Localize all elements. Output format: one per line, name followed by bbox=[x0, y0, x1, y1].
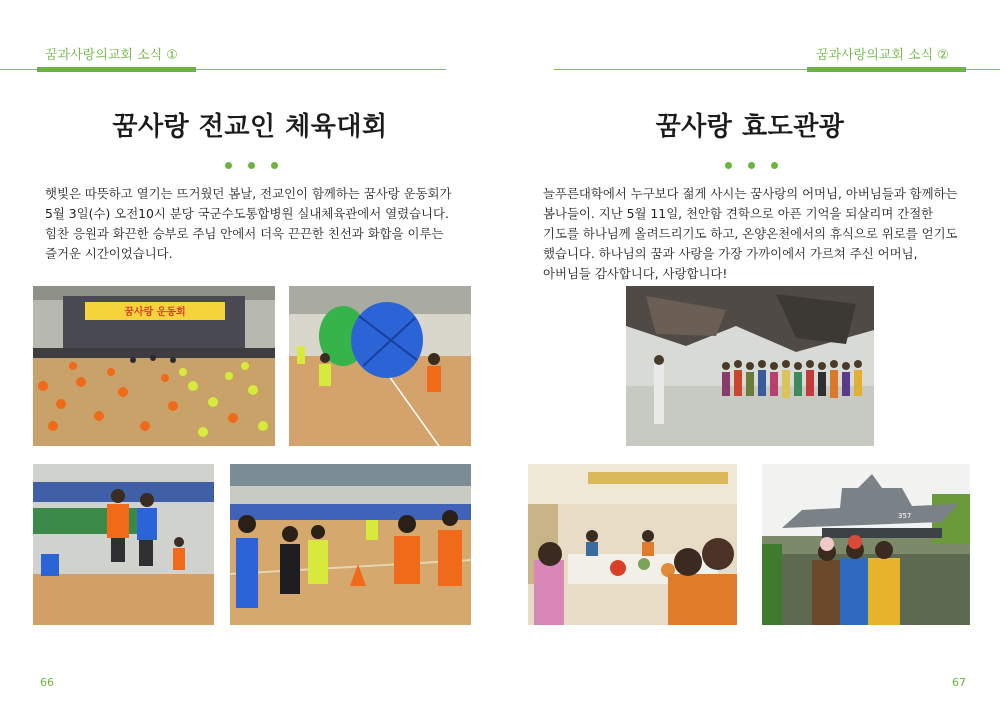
right-page bbox=[500, 0, 1000, 709]
right-header-label: 꿈과사랑의교회 소식 ② bbox=[816, 48, 949, 63]
photo-parachute-game bbox=[289, 286, 471, 446]
right-page-number: 67 bbox=[952, 676, 966, 689]
banner-text: 꿈사랑 운동회 bbox=[124, 307, 186, 318]
right-page-title: 꿈사랑 효도관광 bbox=[655, 112, 845, 142]
left-page-title: 꿈사랑 전교인 체육대회 bbox=[112, 112, 388, 142]
right-title-dots bbox=[725, 162, 778, 169]
photo-gym-assembly bbox=[33, 286, 275, 446]
right-body-text: 늘푸른대학에서 누구보다 젊게 사시는 꿈사랑의 어머님, 아버님들과 함께하는 봄나들이. 지난 5월 11일, 천안함 견학으로 아픈 기억을 되살리며 간절한 기도를 하나님께 올려드리기도 하고, 온양온천에서의 휴식으로 위로를 얻기도 했습니다. 하나님의 꿈과 사랑을 가장 가까이에서 가르쳐 주신 어머님, 아버님들 감사합니다, 사랑합니다! bbox=[543, 186, 958, 281]
photo-cheonan-memorial bbox=[626, 286, 874, 446]
photo-dining-hall bbox=[528, 464, 737, 625]
photo-warship-group bbox=[762, 464, 970, 625]
ship-hull-number: 357 bbox=[898, 512, 912, 520]
left-body-text: 햇빛은 따뜻하고 열기는 뜨거웠던 봄날, 전교인이 함께하는 꿈사랑 운동회가 5월 3일(수) 오전10시 분당 국군수도통합병원 실내체육관에서 열렸습니다. 힘찬 응원과 화끈한 승부로 주님 안에서 더욱 끈끈한 친선과 화합을 이루는 즐거운 시간이었습니다. bbox=[45, 186, 452, 261]
photo-relay-runners bbox=[33, 464, 214, 625]
left-title-dots bbox=[225, 162, 278, 169]
left-header-accent-bar bbox=[37, 67, 196, 72]
right-header-accent-bar bbox=[807, 67, 966, 72]
photo-tug-of-war bbox=[230, 464, 471, 625]
left-header-label: 꿈과사랑의교회 소식 ① bbox=[45, 48, 178, 63]
left-page-number: 66 bbox=[40, 676, 54, 689]
